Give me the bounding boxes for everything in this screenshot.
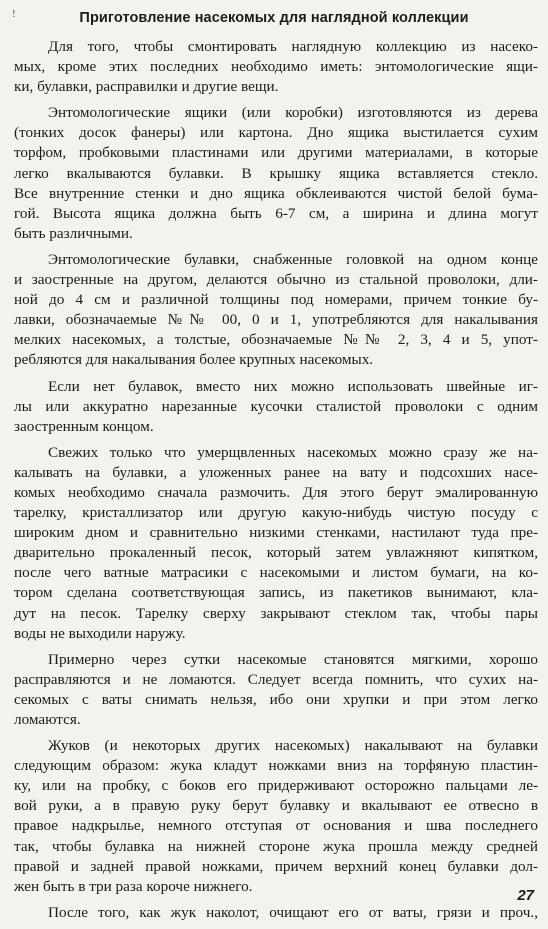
- text-line: ку, или на пробку, с боков его придерживают осторожно пальцами ле-: [14, 777, 538, 795]
- text-line: Все внутренние стенки и дно ящика обклеиваются чистой белой бума-: [14, 184, 538, 202]
- text-line: широким дном и сравнительно низкими стенками, настилают туда пре-: [14, 524, 538, 542]
- text-line: тарелку, кристаллизатор или другую какую-нибудь чистую посуду с: [14, 504, 538, 522]
- text-line: расправляются и не ломаются. Следует всегда помнить, что сухих на-: [14, 670, 538, 688]
- text-line: вой руки, а в правую руку берут булавку и вкалывают ее отвесно в: [14, 797, 538, 815]
- paragraph: [14, 903, 538, 923]
- text-line: следующим образом: жука кладут ножками вниз на торфяную пластин-: [14, 757, 538, 775]
- text-line: ломаются.: [14, 711, 81, 728]
- text-line: мелких насекомых, а толстые, обозначаемые №№ 2, 3, 4 и 5, упот-: [14, 331, 538, 349]
- text-line: Жуков (и некоторых других насекомых) накалывают на булавки: [48, 737, 538, 755]
- body-text: [14, 37, 538, 929]
- text-line: После того, как жук наколот, очищают его от ваты, грязи и проч.,: [48, 903, 538, 921]
- text-line: комых необходимо сначала размочить. Для этого берут эмалированную: [14, 483, 538, 501]
- text-line: жен быть в три раза короче нижнего.: [14, 877, 253, 895]
- text-line: ной до 4 см и различной толщины под номерами, причем тонкие бу-: [14, 291, 538, 309]
- text-line: правой и задней правой ножками, причем верхний конец булавки дол-: [14, 857, 538, 875]
- text-line: после чего ватные матрасики с насекомыми и листом бумаги, на ко-: [14, 564, 538, 582]
- text-line: легко вкалываются булавки. В крышку ящика вставляется стекло.: [14, 164, 538, 182]
- text-line: Свежих только что умерщвленных насекомых можно сразу же на-: [48, 443, 538, 461]
- text-line: быть различными.: [14, 224, 133, 242]
- text-line: правое надкрылье, немного отступая от основания и шва последнего: [14, 817, 538, 835]
- text-line: дварительно прокаленный песок, который затем увлажняют кипятком,: [14, 544, 538, 562]
- paragraph: [14, 443, 538, 644]
- text-line: лы или аккуратно нарезанные кусочки сталистой проволоки с одним: [14, 397, 538, 415]
- text-line: воды не выходили наружу.: [14, 624, 186, 642]
- text-line: мых, кроме этих последних необходимо иметь: энтомологические ящи-: [14, 58, 538, 76]
- paragraph: [14, 650, 538, 730]
- text-line: тором сделана соответствующая запись, из пакетиков вынимают, кла-: [14, 584, 538, 602]
- page-number: 27: [517, 887, 534, 904]
- text-line: Если нет булавок, вместо них можно использовать швейные иг-: [48, 377, 538, 395]
- text-line: торфом, пробковыми пластинами или другими материалами, в которые: [14, 144, 538, 162]
- text-line: Примерно через сутки насекомые становятся мягкими, хорошо: [48, 650, 538, 668]
- text-line: (тонких досок фанеры) или картона. Дно ящика выстилается сухим: [14, 124, 538, 142]
- paragraph: [14, 250, 538, 371]
- margin-mark: !: [12, 8, 16, 20]
- paragraph: [14, 377, 538, 437]
- text-line: калывать на булавки, а уложенных ранее на вату и подсохших насе-: [14, 463, 538, 481]
- text-line: ки, булавки, расправилки и другие вещи.: [14, 78, 279, 96]
- text-line: заостренным концом.: [14, 417, 154, 435]
- text-line: и заостренные на другом, делаются обычно из стальной проволоки, дли-: [14, 271, 538, 289]
- paragraph: [14, 37, 538, 97]
- text-line: ребляются для накалывания более крупных насекомых.: [14, 351, 374, 369]
- paragraph: [14, 103, 538, 244]
- paragraph: [14, 736, 538, 897]
- text-line: секомых с ваты снимать нельзя, ибо они хрупки и при этом легко: [14, 690, 538, 708]
- text-line: Энтомологические булавки, снабженные головкой на одном конце: [48, 250, 538, 268]
- text-line: лавки, обозначаемые №№ 00, 0 и 1, употребляются для накалывания: [14, 311, 538, 329]
- text-line: гой. Высота ящика должна быть 6-7 см, а ширина и длина могут: [14, 204, 538, 222]
- text-line: Энтомологические ящики (или коробки) изготовляются из дерева: [48, 104, 538, 122]
- page-title: Приготовление насекомых для наглядной коллекции: [79, 10, 469, 26]
- text-line: так, чтобы булавка на нижней стороне жука прошла между средней: [14, 837, 538, 855]
- text-line: дут на песок. Тарелку сверху закрывают стеклом так, чтобы пары: [14, 604, 538, 622]
- text-line: Для того, чтобы смонтировать наглядную коллекцию из насеко-: [48, 38, 538, 55]
